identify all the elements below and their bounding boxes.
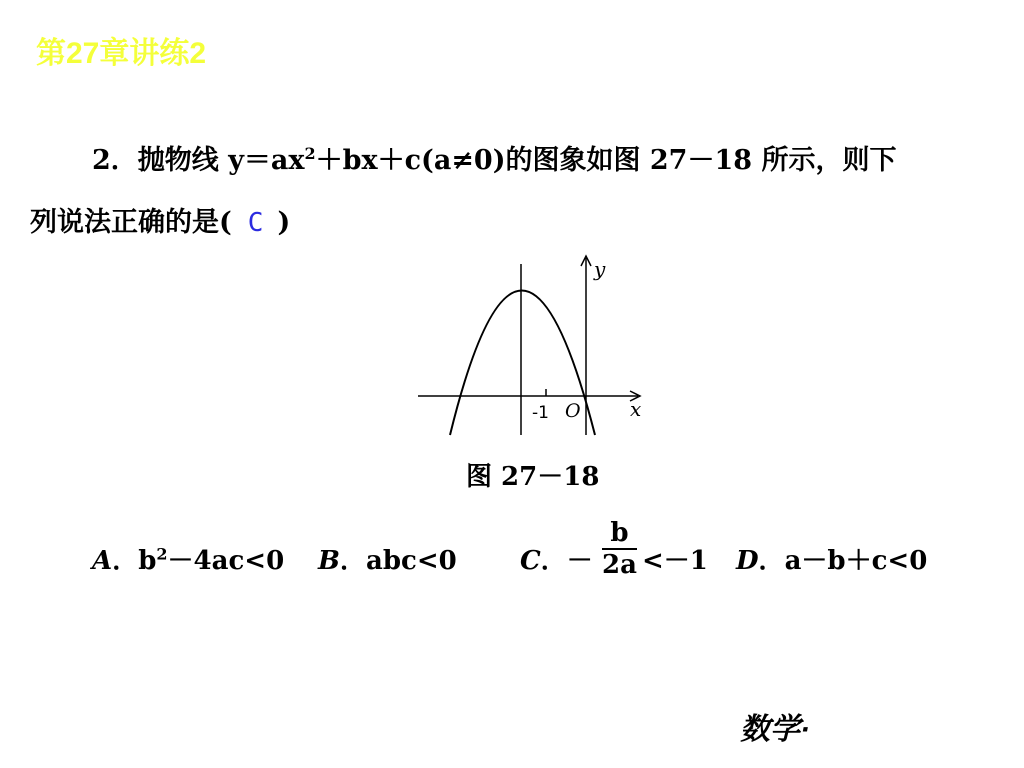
option-d: D．a－b＋c<0 (736, 546, 928, 576)
chapter-title: 第27章讲练2 (36, 37, 207, 70)
option-a: A．$b^2-4ac<0$ (92, 544, 285, 576)
question-line-2 (30, 200, 290, 239)
x-axis-label: x (630, 397, 642, 421)
subject-footer: 数学· (740, 713, 810, 746)
option-b: B．abc<0 (318, 546, 457, 576)
exponent: 2 (304, 144, 316, 163)
question-number: 2． (92, 145, 138, 176)
y-axis-label: y (594, 257, 606, 281)
option-c: C．－ (520, 546, 593, 576)
option-c-rest: <－1 (642, 546, 708, 576)
closing-paren: ) (277, 207, 291, 238)
question-stem-part2: ＋bx＋c(a≠0)的图象如图 27－18 所示，则下 (315, 145, 897, 176)
figure-caption: 图 27－18 (466, 462, 600, 492)
question-stem-line2: 列说法正确的是( (30, 207, 232, 238)
answer-text: C (247, 208, 264, 238)
option-c-fraction: $\frac{b}{2a}$ (602, 518, 637, 580)
answer-options (92, 518, 972, 580)
question-line-1 (92, 138, 896, 177)
origin-label: O (565, 400, 581, 422)
question-stem-part1: 抛物线 y＝ax (137, 145, 305, 176)
parabola-graph (410, 250, 660, 440)
tick-label: -1 (532, 403, 549, 423)
